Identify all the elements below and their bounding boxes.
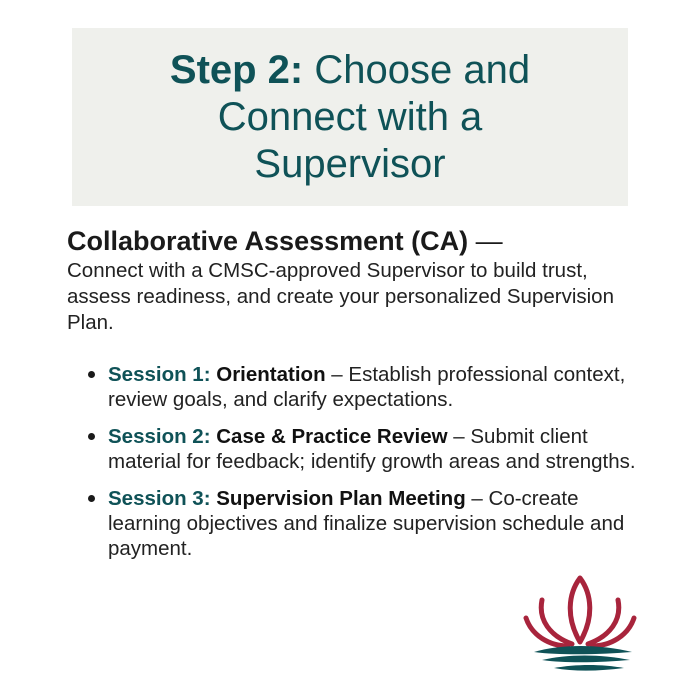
session-label: Session 3: — [108, 487, 211, 510]
session-list — [88, 362, 648, 573]
intro-dash: — — [475, 226, 503, 256]
session-desc: – Co-create learning objectives and finalize supervision schedule and payment. — [108, 487, 625, 560]
intro-heading: Collaborative Assessment (CA) — [67, 226, 469, 256]
title-text: Choose and Connect with a Supervisor — [217, 47, 531, 186]
bullet-icon — [88, 433, 95, 440]
bullet-icon — [88, 495, 95, 502]
intro-section — [67, 224, 627, 336]
list-item — [88, 362, 648, 412]
list-item — [88, 486, 648, 561]
lotus-logo-icon — [520, 572, 640, 678]
title-banner — [72, 28, 628, 206]
list-item — [88, 424, 648, 474]
title-step: Step 2: — [169, 47, 304, 92]
session-label: Session 1: — [108, 363, 211, 386]
intro-heading-line — [67, 224, 627, 258]
session-name: Case & Practice Review — [216, 425, 448, 448]
bullet-icon — [88, 371, 95, 378]
session-name: Orientation — [216, 363, 326, 386]
page-title — [130, 47, 570, 188]
session-desc: – Submit client material for feedback; identify growth areas and strengths. — [108, 425, 636, 473]
session-label: Session 2: — [108, 425, 211, 448]
session-name: Supervision Plan Meeting — [216, 487, 466, 510]
intro-body: Connect with a CMSC-approved Supervisor to build trust, assess readiness, and create your personalized Supervision Plan. — [67, 259, 614, 334]
session-desc: – Establish professional context, review goals, and clarify expectations. — [108, 363, 626, 411]
